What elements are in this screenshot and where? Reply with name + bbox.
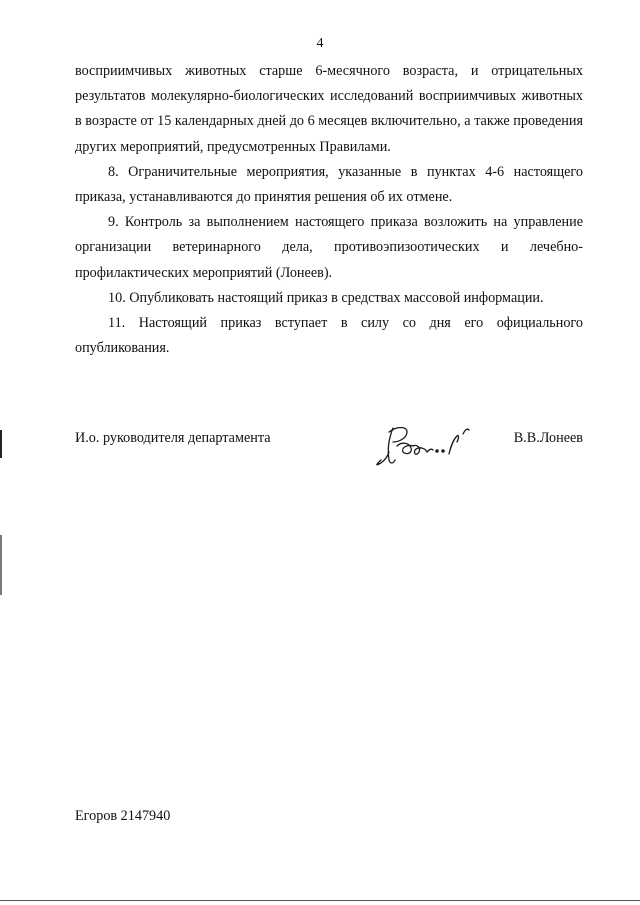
signature-row (75, 428, 583, 468)
scan-edge-mark-bottom (0, 535, 2, 595)
footer-author: Егоров 2147940 (75, 808, 171, 824)
page-bottom-edge (0, 900, 640, 901)
handwritten-signature (367, 420, 487, 470)
paragraph-item-11: 11. Настоящий приказ вступает в силу со дня его официального опубликования. (75, 315, 583, 357)
signatory-role: И.о. руководителя департамента (75, 430, 271, 446)
paragraph-continuation: восприимчивых животных старше 6-месячного возраста, и отрицательных результатов молекулярно-биологических исследований восприимчивых животных в возрасте от 15 календарных дней до 6 месяцев включительно, а также проведения других мероприятий, предусмотренных Правилами. (75, 63, 583, 155)
paragraph-item-8: 8. Ограничительные мероприятия, указанные в пунктах 4-6 настоящего приказа, устанавливаются до принятия решения об их отмене. (75, 163, 583, 206)
scan-edge-mark-top (0, 430, 2, 458)
document-body (75, 59, 583, 361)
paragraph-item-9: 9. Контроль за выполнением настоящего приказа возложить на управление организации ветеринарного дела, противоэпизоотических и лечебно-профилактических мероприятий (Лонеев). (75, 214, 583, 281)
page-number: 4 (316, 36, 324, 51)
paragraph-item-10: 10. Опубликовать настоящий приказ в средствах массовой информации. (108, 289, 544, 306)
signatory-name: В.В.Лонеев (513, 430, 583, 446)
